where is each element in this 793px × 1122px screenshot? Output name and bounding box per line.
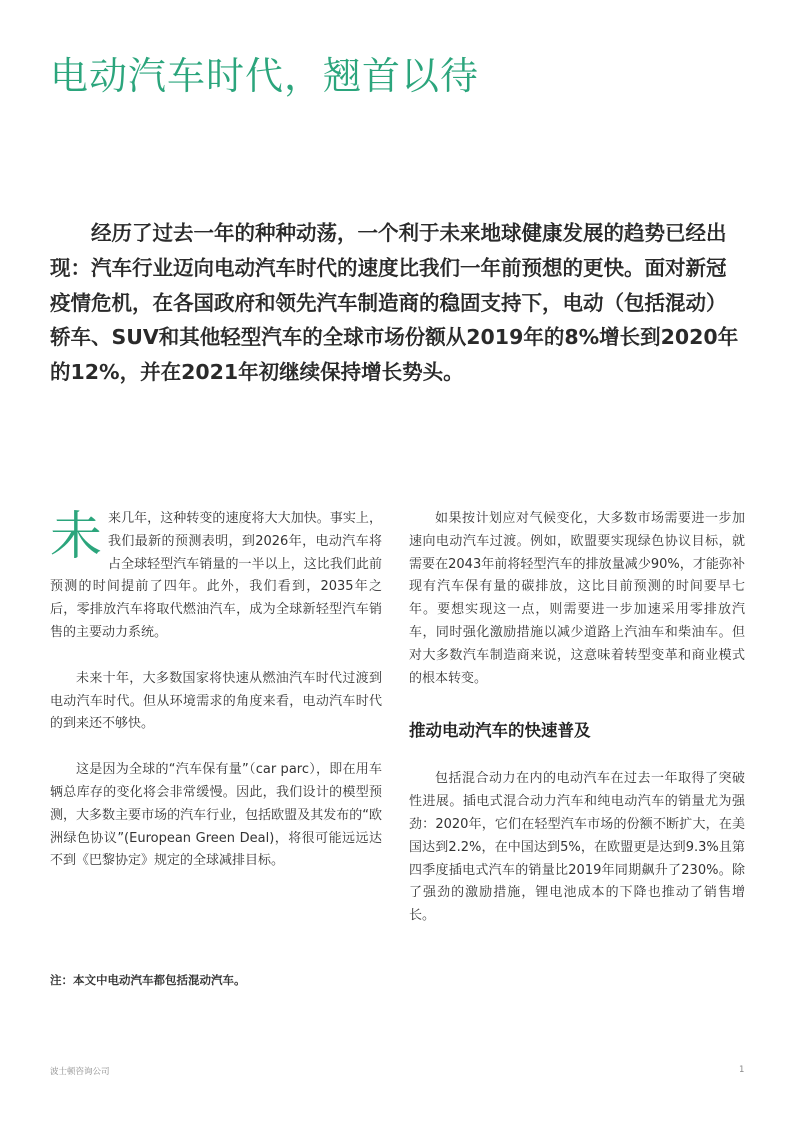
footer-company: 波士顿咨询公司	[50, 1067, 110, 1077]
left-column	[50, 508, 382, 873]
lead-paragraph: 经历了过去一年的种种动荡，一个利于未来地球健康发展的趋势已经出现：汽车行业迈向电动汽车时代的速度比我们一年前预想的更快。面对新冠疫情危机，在各国政府和领先汽车制造商的稳固支持下，电动（包括混动）轿车、SUV和其他轻型汽车的全球市场份额从2019年的8%增长到2020年的12%，并在2021年初继续保持增长势头。	[50, 221, 739, 385]
page-title: 电动汽车时代，翘首以待	[50, 54, 480, 98]
footnote: 注：本文中电动汽车都包括混动汽车。	[50, 973, 246, 987]
left-paragraph-2: 未来十年，大多数国家将快速从燃油汽车时代过渡到电动汽车时代。但从环境需求的角度来看，电动汽车时代的到来还不够快。	[50, 670, 382, 732]
left-paragraph-3: 这是因为全球的“汽车保有量”（car parc），即在用车辆总库存的变化将会非常缓慢。因此，我们设计的模型预测，大多数主要市场的汽车行业，包括欧盟及其发布的“欧洲绿色协议”(European Green Deal)，将很可能远远达不到《巴黎协定》规定的全球减排目标。	[50, 762, 382, 869]
right-paragraph-2: 包括混合动力在内的电动汽车在过去一年取得了突破性进展。插电式混合动力汽车和纯电动汽车的销量尤为强劲：2020年，它们在轻型汽车市场的份额不断扩大，在美国达到2.2%，在中国达到5%，在欧盟更是达到9.3%且第四季度插电式汽车的销量比2019年同期飙升了230%。除了强劲的激励措施，锂电池成本的下降也推动了销售增长。	[409, 771, 745, 924]
left-paragraph-1	[50, 508, 382, 645]
section-heading: 推动电动汽车的快速普及	[409, 721, 591, 741]
drop-cap: 未	[50, 507, 103, 567]
right-paragraph-1: 如果按计划应对气候变化，大多数市场需要进一步加速向电动汽车过渡。例如，欧盟要实现绿色协议目标，就需要在2043年前将轻型汽车的排放量减少90%，才能弥补现有汽车保有量的碳排放，这比目前预测的时间要早七年。要想实现这一点，则需要进一步加速采用零排放汽车，同时强化激励措施以减少道路上汽油车和柴油车。但对大多数汽车制造商来说，这意味着转型变革和商业模式的根本转变。	[409, 511, 745, 686]
left-paragraph-1-text: 来几年，这种转变的速度将大大加快。事实上，我们最新的预测表明，到2026年，电动汽车将占全球轻型汽车销量的一半以上，这比我们此前预测的时间提前了四年。此外，我们看到，2035年之后，零排放汽车将取代燃油汽车，成为全球新轻型汽车销售的主要动力系统。	[50, 511, 382, 640]
page-number: 1	[739, 1065, 745, 1075]
right-column	[409, 508, 745, 928]
